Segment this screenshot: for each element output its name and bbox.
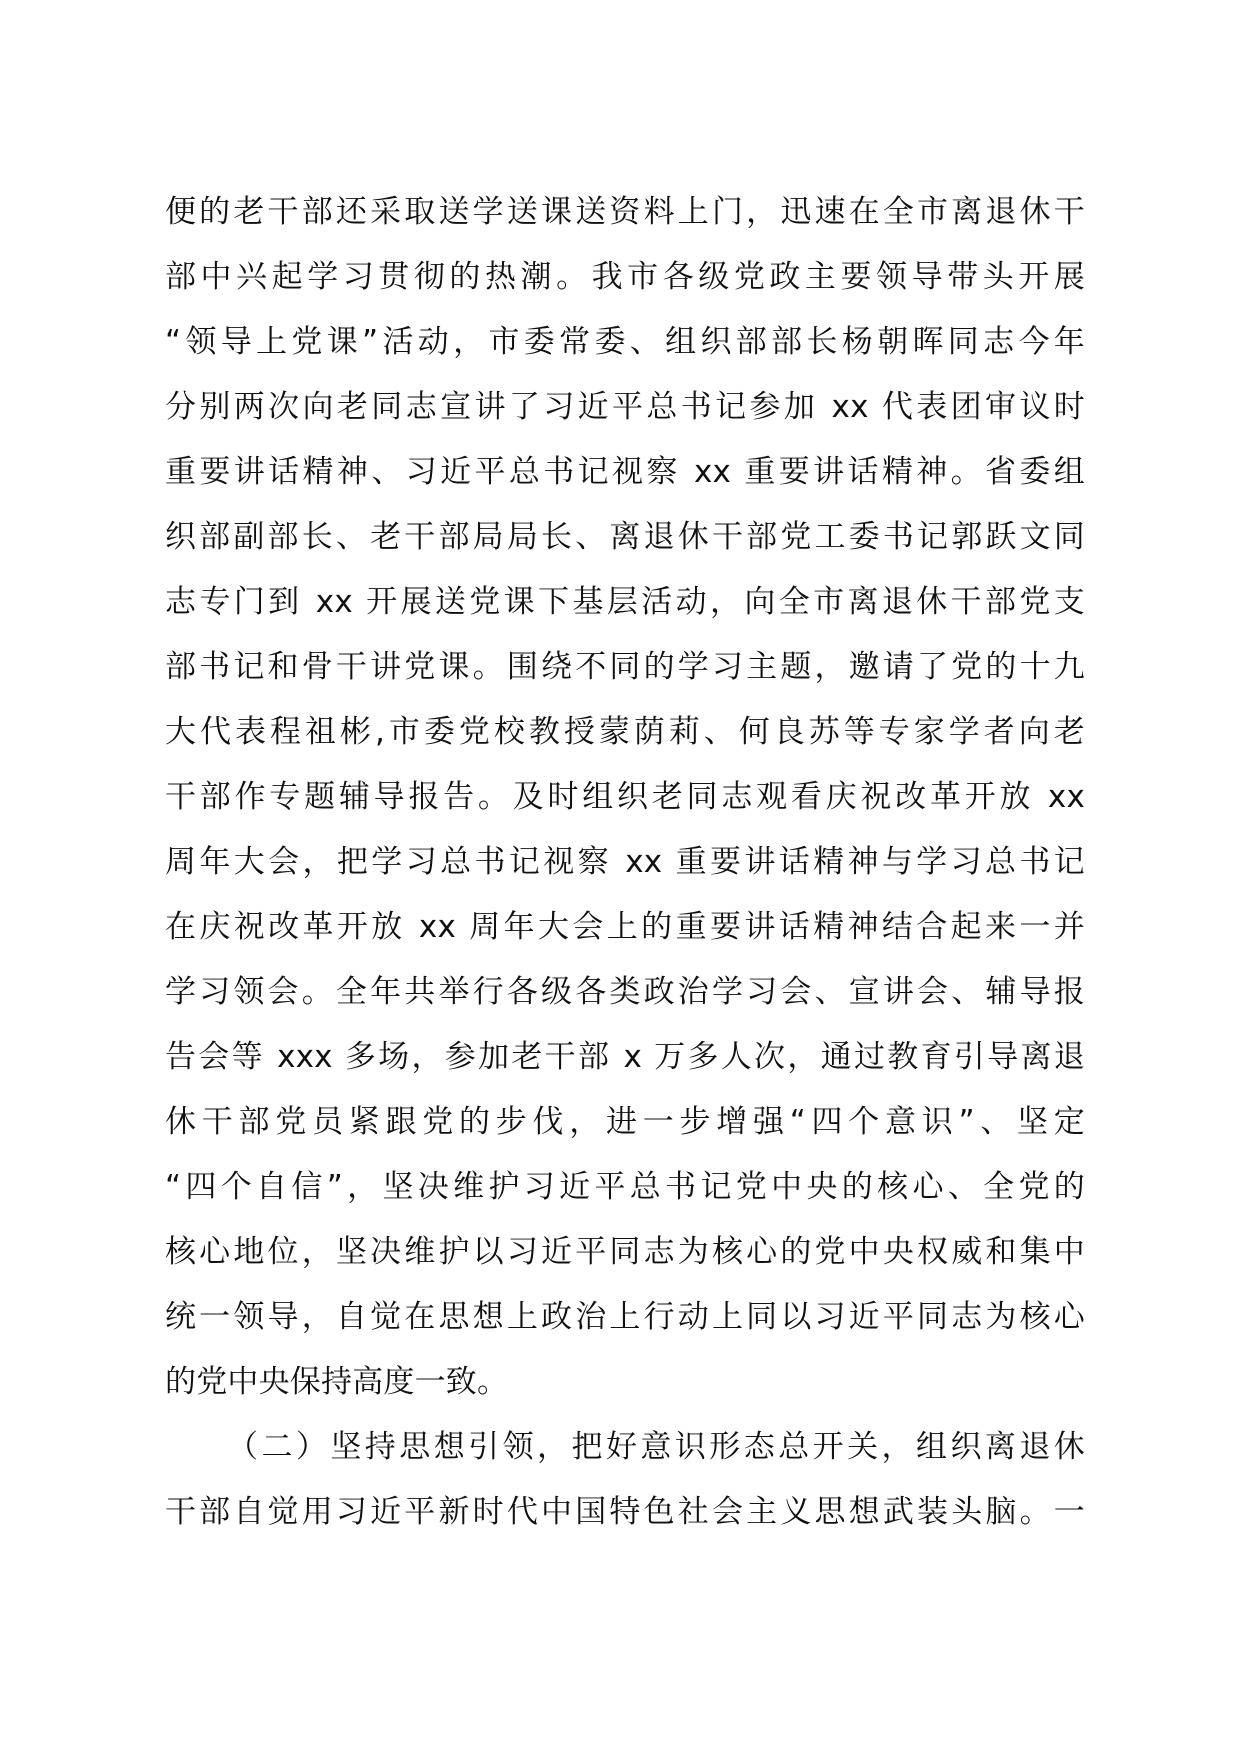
text-line: 干部自觉用习近平新时代中国特色社会主义思想武装头脑。一 <box>165 1494 1085 1530</box>
text-line: （二）坚持思想引领，把好意识形态总开关，组织离退休 <box>227 1429 1085 1465</box>
text-line: 干部作专题辅导报告。及时组织老同志观看庆祝改革开放 xx <box>165 779 1085 815</box>
text-line: 部书记和骨干讲党课。围绕不同的学习主题，邀请了党的十九 <box>165 649 1085 685</box>
text-line: 部中兴起学习贯彻的热潮。我市各级党政主要领导带头开展 <box>165 259 1085 295</box>
text-line: 重要讲话精神、习近平总书记视察 xx 重要讲话精神。省委组 <box>165 454 1085 490</box>
text-line: 志专门到 xx 开展送党课下基层活动，向全市离退休干部党支 <box>165 584 1085 620</box>
text-line: 告会等 xxx 多场，参加老干部 x 万多人次，通过教育引导离退 <box>165 1039 1085 1075</box>
text-line: 分别两次向老同志宣讲了习近平总书记参加 xx 代表团审议时 <box>165 389 1085 425</box>
text-line: 学习领会。全年共举行各级各类政治学习会、宣讲会、辅导报 <box>165 974 1085 1010</box>
paragraph-1 <box>165 180 1085 1415</box>
text-line: 统一领导，自觉在思想上政治上行动上同以习近平同志为核心 <box>165 1299 1085 1335</box>
text-line: 周年大会，把学习总书记视察 xx 重要讲话精神与学习总书记 <box>165 844 1085 880</box>
paragraph-2 <box>165 1415 1085 1545</box>
text-line: 休干部党员紧跟党的步伐，进一步增强“四个意识”、坚定 <box>165 1104 1085 1140</box>
body-text <box>165 180 1085 1545</box>
text-line: 在庆祝改革开放 xx 周年大会上的重要讲话精神结合起来一并 <box>165 909 1085 945</box>
text-line: “领导上党课”活动，市委常委、组织部部长杨朝晖同志今年 <box>165 324 1085 360</box>
text-line: 便的老干部还采取送学送课送资料上门，迅速在全市离退休干 <box>165 194 1085 230</box>
text-line: 大代表程祖彬,市委党校教授蒙荫莉、何良苏等专家学者向老 <box>165 714 1085 750</box>
text-line: 的党中央保持高度一致。 <box>165 1364 509 1400</box>
text-line: 织部副部长、老干部局局长、离退休干部党工委书记郭跃文同 <box>165 519 1085 555</box>
text-line: “四个自信”，坚决维护习近平总书记党中央的核心、全党的 <box>165 1169 1085 1205</box>
text-line: 核心地位，坚决维护以习近平同志为核心的党中央权威和集中 <box>165 1234 1085 1270</box>
